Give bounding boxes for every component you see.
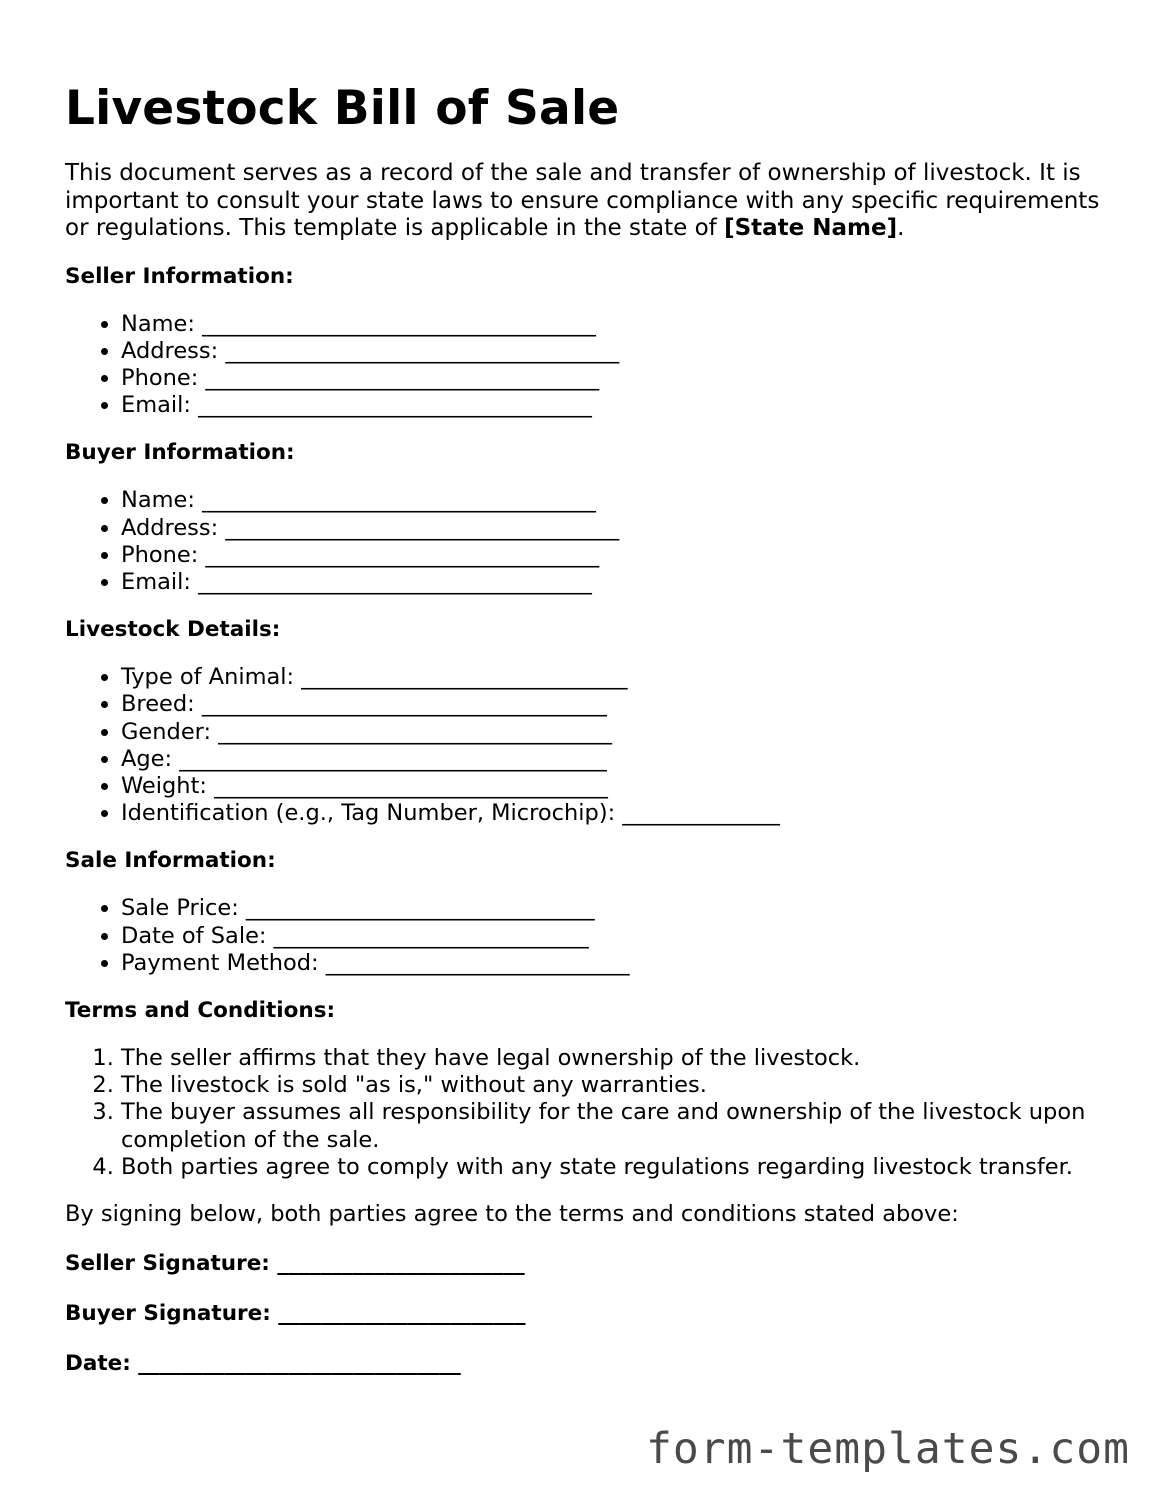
- seller-phone-field[interactable]: • Phone: ___________________________________: [121, 365, 1105, 392]
- term-item: 1. The seller affirms that they have legal ownership of the livestock.: [121, 1045, 1105, 1072]
- breed-field[interactable]: • Breed: ____________________________________: [121, 691, 1105, 718]
- state-name-placeholder: [State Name]: [724, 215, 898, 241]
- sale-information-list: [65, 895, 1105, 977]
- age-field[interactable]: • Age: ______________________________________: [121, 746, 1105, 773]
- terms-list: [65, 1045, 1105, 1181]
- gender-field[interactable]: • Gender: ___________________________________: [121, 719, 1105, 746]
- livestock-details-list: [65, 664, 1105, 827]
- seller-information-heading: Seller Information:: [65, 263, 294, 289]
- buyer-information-list: [65, 487, 1105, 596]
- payment-method-field[interactable]: • Payment Method: ___________________________: [121, 950, 1105, 977]
- intro-text: This document serves as a record of the sale and transfer of ownership of livestock. It is important to consult your state laws to ensure compliance with any specific requirements or regulations. This template is applicable in the state of: [65, 160, 1100, 241]
- signature-date-field[interactable]: Date: ______________________________: [65, 1350, 461, 1376]
- term-item: 2. The livestock is sold "as is," without any warranties.: [121, 1072, 1105, 1099]
- seller-information-list: [65, 311, 1105, 420]
- page-title: Livestock Bill of Sale: [65, 81, 620, 136]
- intro-end: .: [897, 215, 905, 241]
- sale-date-field[interactable]: • Date of Sale: ____________________________: [121, 923, 1105, 950]
- seller-name-field[interactable]: • Name: ___________________________________: [121, 311, 1105, 338]
- weight-field[interactable]: • Weight: ___________________________________: [121, 773, 1105, 800]
- identification-field[interactable]: • Identification (e.g., Tag Number, Microchip): ______________: [121, 800, 1105, 827]
- seller-address-field[interactable]: • Address: ___________________________________: [121, 338, 1105, 365]
- term-item: 4. Both parties agree to comply with any state regulations regarding livestock transfer.: [121, 1154, 1105, 1181]
- seller-email-field[interactable]: • Email: ___________________________________: [121, 392, 1105, 419]
- buyer-phone-field[interactable]: • Phone: ___________________________________: [121, 542, 1105, 569]
- animal-type-field[interactable]: • Type of Animal: _____________________________: [121, 664, 1105, 691]
- sale-information-heading: Sale Information:: [65, 848, 276, 874]
- agreement-statement: By signing below, both parties agree to the terms and conditions stated above:: [65, 1200, 959, 1227]
- watermark-logo: form-templates.com: [646, 1424, 1130, 1474]
- livestock-details-heading: Livestock Details:: [65, 617, 281, 643]
- seller-signature-field[interactable]: Seller Signature: _______________________: [65, 1250, 525, 1276]
- terms-heading: Terms and Conditions:: [65, 997, 336, 1023]
- buyer-address-field[interactable]: • Address: ___________________________________: [121, 515, 1105, 542]
- sale-price-field[interactable]: • Sale Price: _______________________________: [121, 895, 1105, 922]
- term-item: 3. The buyer assumes all responsibility for the care and ownership of the livestock upon completion of the sale.: [121, 1099, 1105, 1153]
- buyer-signature-field[interactable]: Buyer Signature: _______________________: [65, 1300, 526, 1326]
- buyer-email-field[interactable]: • Email: ___________________________________: [121, 569, 1105, 596]
- document-page: [65, 78, 1105, 1400]
- buyer-name-field[interactable]: • Name: ___________________________________: [121, 487, 1105, 514]
- buyer-information-heading: Buyer Information:: [65, 440, 295, 466]
- intro-paragraph: [65, 160, 1105, 243]
